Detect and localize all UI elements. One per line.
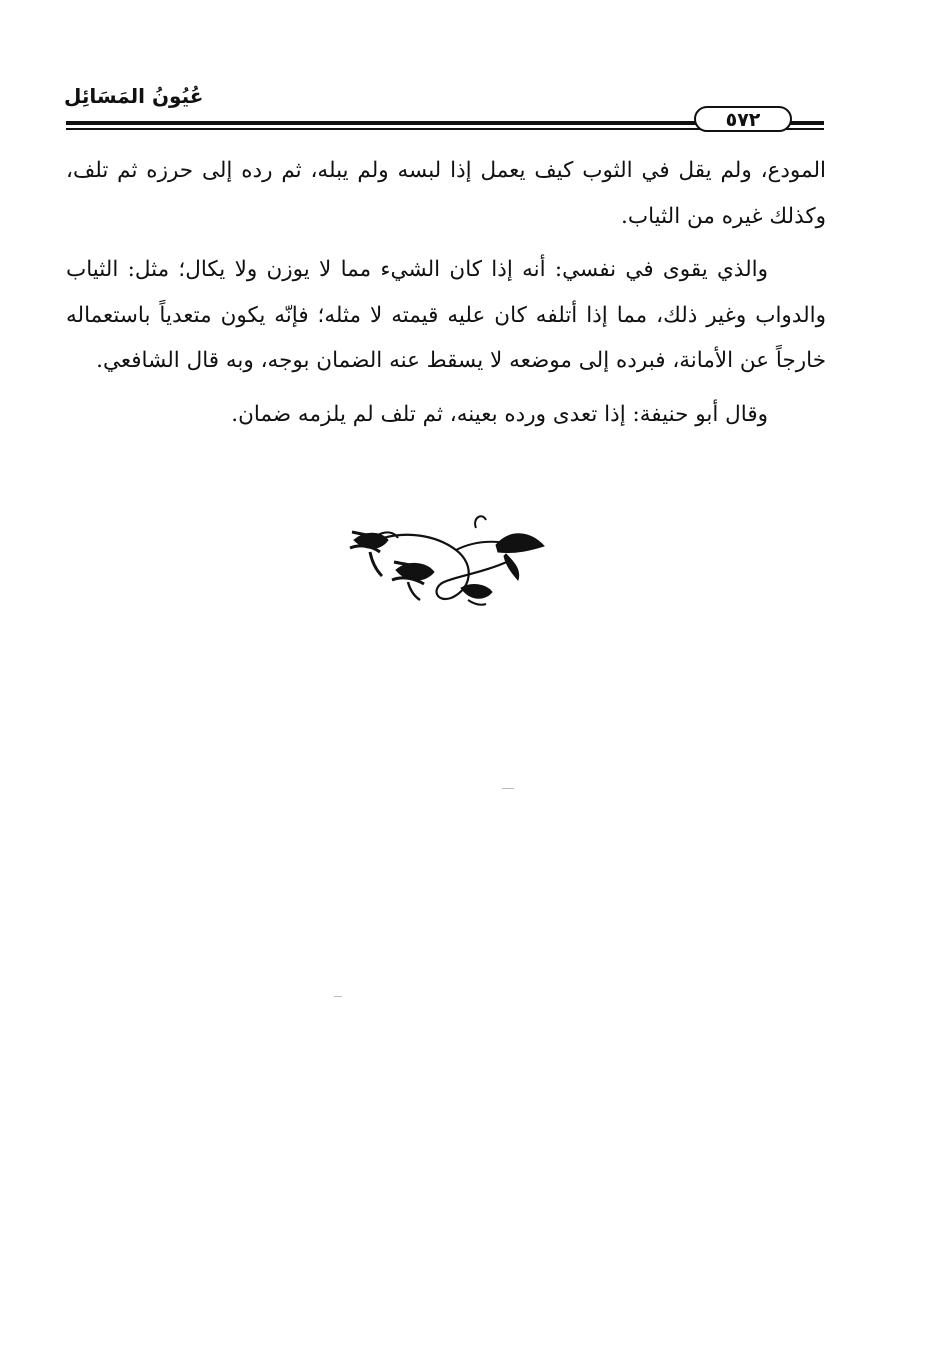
paragraph-3: وقال أبو حنيفة: إذا تعدى ورده بعينه، ثم تلف لم يلزمه ضمان. [231,401,768,427]
body-text [66,148,826,445]
scan-speck [502,788,514,789]
scan-speck [334,996,342,997]
paragraph-2: والذي يقوى في نفسي: أنه إذا كان الشيء مما لا يوزن ولا يكال؛ مثل: الثياب والدواب وغير ذلك، مما إذا أتلفه كان عليه قيمته لا مثله؛ فإنّه يكون متعدياً باستعماله خارجاً عن الأمانة، فبرده إلى موضعه لا يسقط عنه الضمان بوجه، وبه قال الشافعي. [66,257,826,373]
paragraph-1: المودع، ولم يقل في الثوب كيف يعمل إذا لبسه ولم يبله، ثم رده إلى حرزه ثم تلف، وكذلك غيره من الثياب. [66,158,826,229]
page-number: ٥٧٢ [694,106,792,132]
floral-divider-icon [346,510,550,610]
book-title: عُيُونُ المَسَائِل [64,84,204,108]
